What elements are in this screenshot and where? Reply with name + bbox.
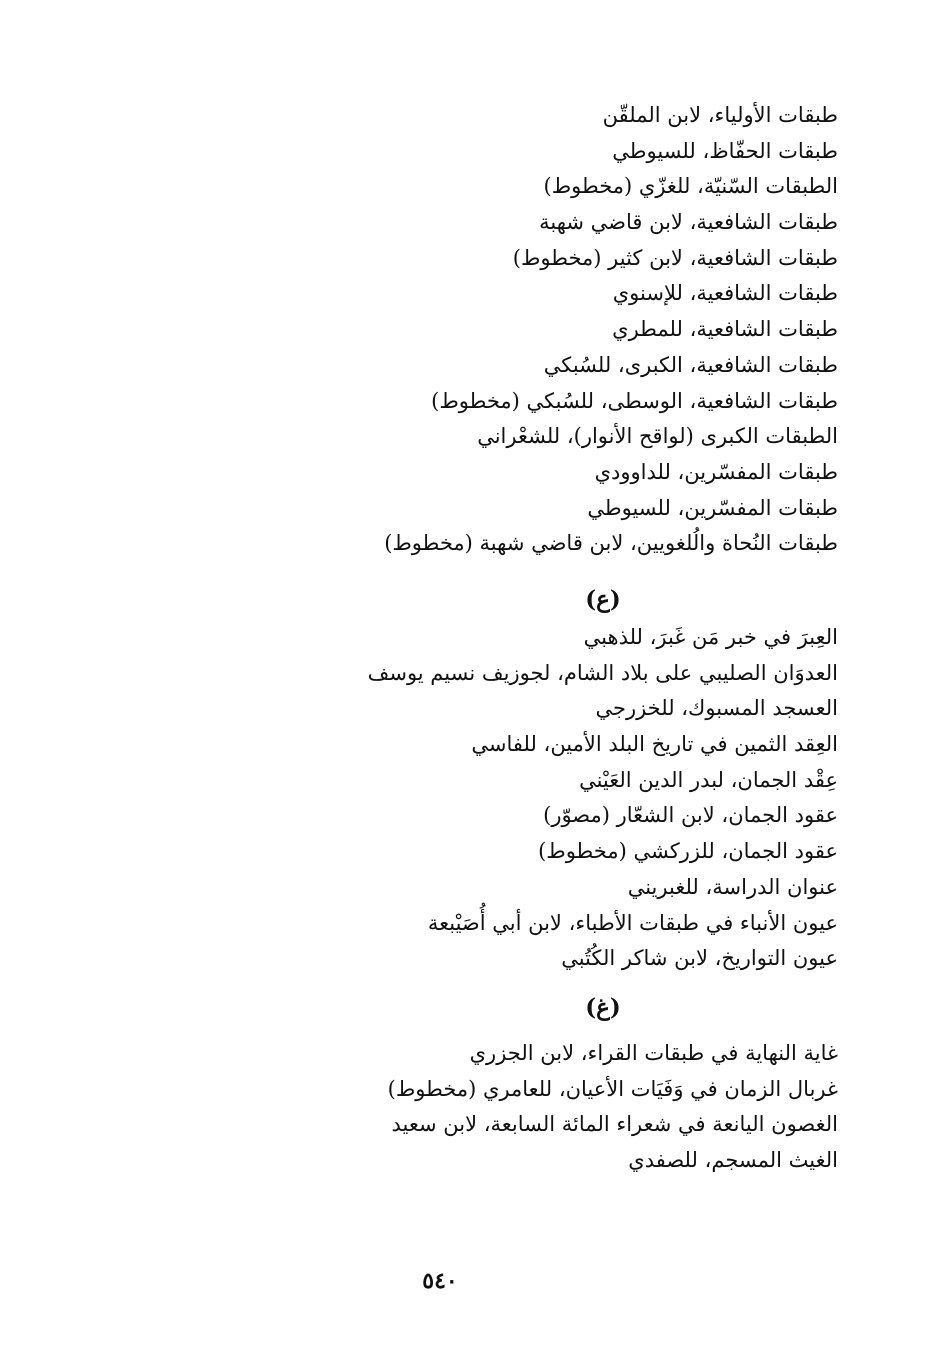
list-item: طبقات الشافعية، الكبرى، للسُبكي: [543, 352, 838, 377]
list-item: عيون التواريخ، لابن شاكر الكُتُبي: [561, 946, 838, 971]
list-item: الطبقات الكبرى (لواقح الأنوار)، للشعْراني: [477, 424, 838, 449]
list-item: طبقات الشافعية، للمطري: [612, 317, 838, 342]
list-item: طبقات الشافعية، للإسنوي: [612, 281, 838, 306]
list-item: عيون الأنباء في طبقات الأطباء، لابن أبي أُصَيْبعة: [427, 910, 838, 935]
list-item: طبقات المفسّرين، للداوودي: [594, 459, 838, 484]
list-item: غربال الزمان في وَفَيَات الأعيان، للعامري (مخطوط): [387, 1076, 838, 1101]
list-item: العِقد الثمين في تاريخ البلد الأمين، للفاسي: [471, 732, 838, 757]
list-item: العدوَان الصليبي على بلاد الشام، لجوزيف نسيم يوسف: [367, 660, 838, 685]
list-item: الغيث المسجم، للصفدي: [628, 1148, 838, 1173]
list-item: طبقات الأولياء، لابن الملقّن: [602, 103, 838, 127]
list-item: عقود الجمان، للزركشي (مخطوط): [538, 839, 838, 864]
entry-list-ghain: [318, 1036, 838, 1179]
list-item: العِبرَ في خبر مَن غَبرَ، للذهبي: [583, 625, 838, 649]
page-number: ٥٤٠: [422, 1268, 458, 1294]
section-header-ghain: (غ): [585, 994, 621, 1021]
entry-list-ain: [318, 620, 838, 977]
list-item: طبقات الحفّاظ، للسيوطي: [612, 138, 838, 163]
list-item: عنوان الدراسة، للغبريني: [627, 874, 838, 899]
entry-list-ta: [318, 98, 838, 562]
list-item: طبقات المفسّرين، للسيوطي: [587, 495, 838, 520]
list-item: الطبقات السّنيّة، للغزّي (مخطوط): [543, 174, 838, 199]
list-item: عقود الجمان، لابن الشعّار (مصوّر): [543, 803, 838, 828]
list-item: الغصون اليانعة في شعراء المائة السابعة، لابن سعيد: [391, 1112, 838, 1137]
list-item: غاية النهاية في طبقات القراء، لابن الجزري: [469, 1041, 838, 1065]
list-item: طبقات النُحاة والُلغويين، لابن قاضي شهبة (مخطوط): [384, 531, 838, 556]
list-item: طبقات الشافعية، الوسطى، للسُبكي (مخطوط): [431, 388, 838, 413]
list-item: عِقْد الجمان، لبدر الدين العَيْني: [579, 767, 838, 792]
section-header-ain: (ع): [585, 586, 621, 613]
list-item: العسجد المسبوك، للخزرجي: [595, 696, 838, 721]
list-item: طبقات الشافعية، لابن كثير (مخطوط): [512, 245, 838, 270]
list-item: طبقات الشافعية، لابن قاضي شهبة: [539, 210, 838, 235]
